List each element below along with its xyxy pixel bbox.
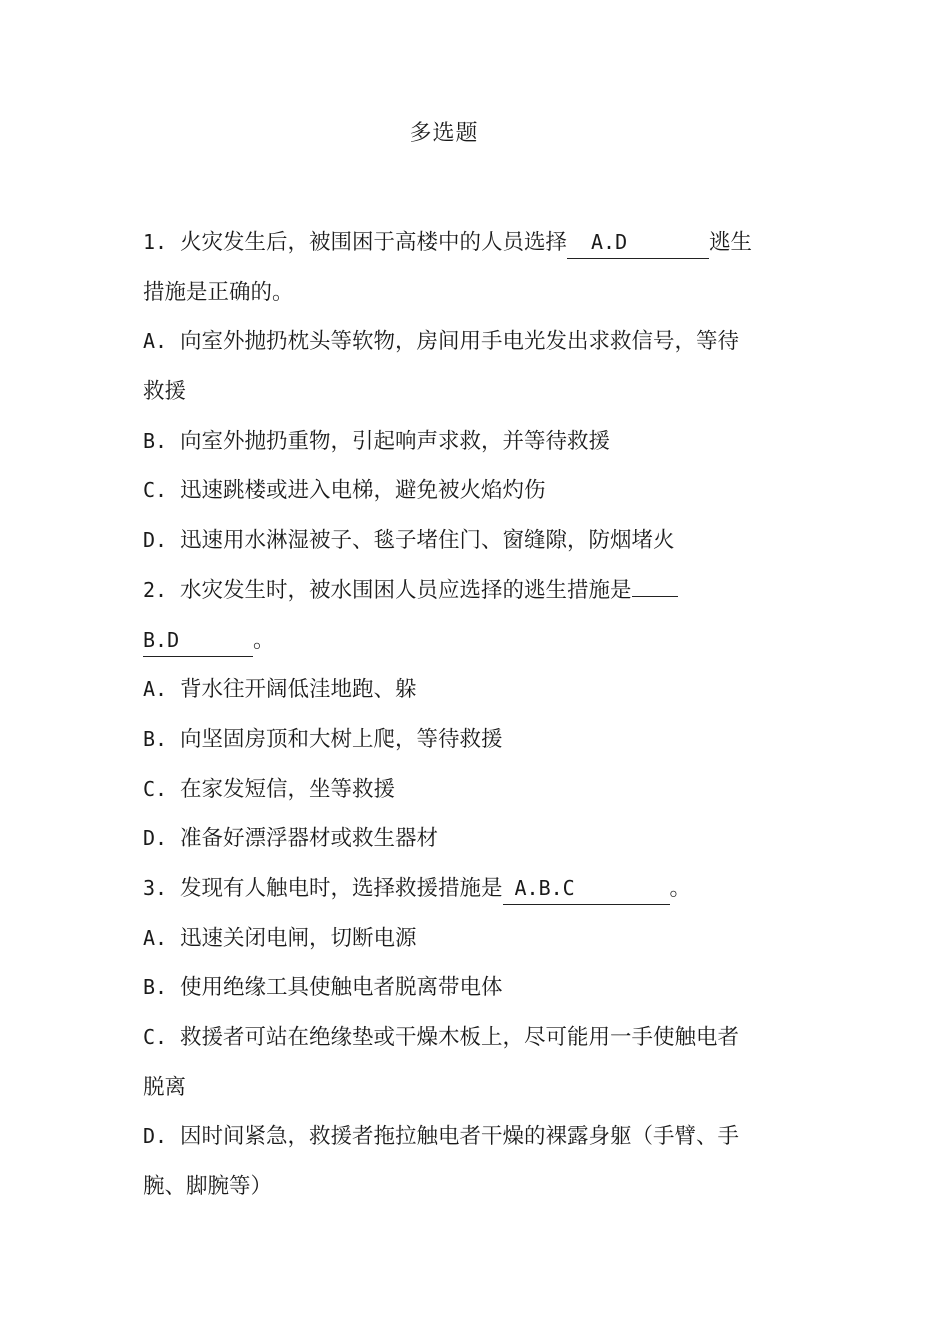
option-item <box>143 814 808 864</box>
option-item <box>143 1013 808 1063</box>
option-label: D. <box>143 1124 168 1149</box>
question-text: 水灾发生时，被水围困人员应选择的逃生措施是 <box>180 577 632 603</box>
option-item-cont <box>143 1063 808 1113</box>
option-text: 准备好漂浮器材或救生器材 <box>180 826 439 852</box>
option-item <box>143 516 808 566</box>
option-text-cont: 救援 <box>143 379 187 405</box>
question-1-line-1 <box>143 218 808 268</box>
option-label: A. <box>143 329 168 354</box>
option-item <box>143 317 808 367</box>
question-number: 3. <box>143 875 168 900</box>
option-item <box>143 914 808 964</box>
option-item <box>143 715 808 765</box>
option-label: B. <box>143 726 168 751</box>
option-text: 向室外抛扔重物，引起响声求救，并等待救援 <box>180 428 611 454</box>
option-text: 迅速跳楼或进入电梯，避免被火焰灼伤 <box>180 478 546 504</box>
option-label: D. <box>143 826 168 851</box>
option-item <box>143 466 808 516</box>
option-item <box>143 765 808 815</box>
option-item <box>143 665 808 715</box>
option-text: 向室外抛扔枕头等软物，房间用手电光发出求救信号，等待 <box>180 329 740 355</box>
question-text-end: 。 <box>253 627 275 653</box>
option-text: 迅速关闭电闸，切断电源 <box>180 925 417 951</box>
option-text: 迅速用水淋湿被子、毯子堵住门、窗缝隙，防烟堵火 <box>180 528 675 554</box>
option-label: B. <box>143 428 168 453</box>
option-text: 救援者可站在绝缘垫或干燥木板上，尽可能用一手使触电者 <box>180 1025 740 1050</box>
question-number: 1. <box>143 230 168 254</box>
question-text: 发现有人触电时，选择救援措施是 <box>180 875 503 901</box>
question-text-end: 。 <box>669 875 692 901</box>
answer-blank: B.D <box>143 624 253 657</box>
question-text-cont: 逃生 <box>709 230 753 255</box>
question-2-line-1 <box>143 566 808 616</box>
option-text: 在家发短信，坐等救援 <box>180 776 396 802</box>
option-text-cont: 脱离 <box>143 1074 187 1100</box>
option-item-cont <box>143 367 808 417</box>
option-label: C. <box>143 776 168 801</box>
question-2-line-2 <box>143 616 808 666</box>
option-label: C. <box>143 478 168 503</box>
question-1-line-2 <box>143 268 808 318</box>
option-item <box>143 1112 808 1162</box>
question-text: 火灾发生后，被围困于高楼中的人员选择 <box>180 230 568 255</box>
option-item <box>143 417 808 467</box>
option-text: 因时间紧急，救援者拖拉触电者干燥的裸露身躯（手臂、手 <box>180 1124 740 1150</box>
option-text: 背水往开阔低洼地跑、躲 <box>180 677 417 703</box>
option-item-cont <box>143 1162 808 1212</box>
question-3-line-1 <box>143 864 808 914</box>
page-title: 多选题 <box>409 121 479 146</box>
option-label: A. <box>143 677 168 702</box>
option-label: B. <box>143 975 168 1000</box>
answer-blank-start <box>632 566 678 597</box>
option-text: 使用绝缘工具使触电者脱离带电体 <box>180 975 503 1001</box>
option-label: D. <box>143 528 168 553</box>
answer-blank: A.D <box>567 226 709 259</box>
option-label: A. <box>143 925 168 950</box>
answer-blank: A.B.C <box>503 872 670 905</box>
question-list <box>143 218 808 1212</box>
option-item <box>143 963 808 1013</box>
option-text: 向坚固房顶和大树上爬，等待救援 <box>180 726 503 752</box>
option-label: C. <box>143 1025 168 1049</box>
option-text-cont: 腕、脚腕等） <box>143 1174 273 1200</box>
question-number: 2. <box>143 577 168 602</box>
question-text-cont: 措施是正确的。 <box>143 279 294 305</box>
